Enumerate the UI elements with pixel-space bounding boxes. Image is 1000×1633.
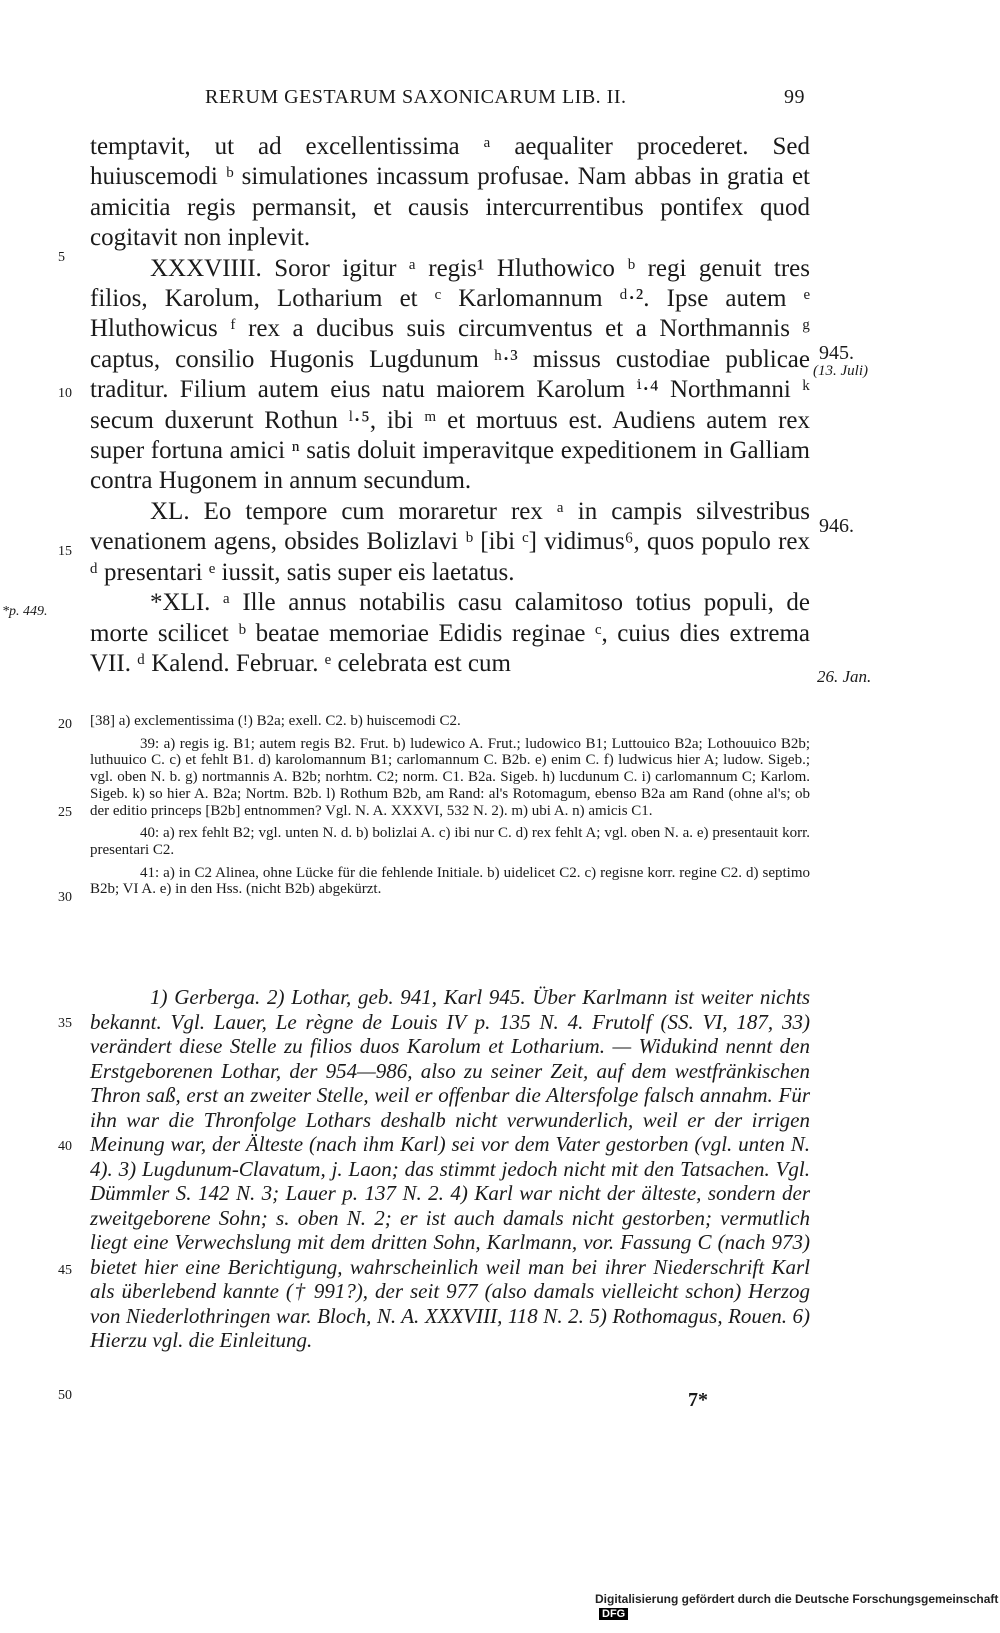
apparatus-40: 40: a) rex fehlt B2; vgl. unten N. d. b) bolizlai A. c) ibi nur C. d) rex fehlt A; vgl. oben N. a. e) presentauit korr. presentari C2.	[90, 825, 810, 858]
main-text	[90, 132, 810, 679]
margin-year-946: 946.	[819, 515, 854, 537]
digitization-footer	[595, 1592, 1000, 1620]
chapter-40: XL. Eo tempore cum moraretur rex ᵃ in campis silvestribus venationem agens, obsides Bolizlavi ᵇ [ibi ᶜ] vidimus⁶, quos populo rex ᵈ presentari ᵉ iussit, satis super eis laetatus.	[90, 497, 810, 586]
critical-apparatus	[90, 713, 810, 898]
footnote-text: 1) Gerberga. 2) Lothar, geb. 941, Karl 945. Über Karlmann ist weiter nichts bekannt. Vgl. Lauer, Le règne de Louis IV p. 135 N. 4. Frutolf (SS. VI, 187, 33) verändert diese Stelle zu filios duos Karolum et Lotharium. — Widukind nennt den Erstgeborenen Lothar, der 954—986, also zu seiner Zeit, auf dem westfränkischen Thron saß, erst an zweiter Stelle, weil er offenbar die Altersfolge falsch annahm. Für ihn war die Thronfolge Lothars deshalb nicht verwunderlich, weil er der irrigen Meinung war, der Älteste (nach ihm Karl) sei vor dem Vater gestorben (vgl. unten N. 4). 3) Lugdunum-Clavatum, j. Laon; das stimmt jedoch nicht mit den Tatsachen. Vgl. Dümmler S. 142 N. 3; Lauer p. 137 N. 2. 4) Karl war nicht der älteste, sondern der zweitgeborene Sohn; s. oben N. 2; er ist auch damals nicht gestorben; vermutlich liegt eine Verwechslung mit dem dritten Sohn, Karlmann, vor. Fassung C (nach 973) bietet hier eine Berichtigung, wahrscheinlich weil man bei ihrer Niederschrift Karl als überlebend kannte († 991?), der seit 977 (also damals vielleicht schon) Herzog von Niederlothringen war. Bloch, N. A. XXXVIII, 118 N. 2. 5) Rothomagus, Rouen. 6) Hierzu vgl. die Einleitung.	[90, 985, 810, 1352]
margin-date-945: (13. Juli)	[813, 363, 868, 379]
margin-page-ref: *p. 449.	[2, 604, 48, 619]
line-number-30: 30	[58, 890, 72, 905]
signature-mark: 7*	[688, 1389, 708, 1411]
line-number-10: 10	[58, 386, 72, 401]
line-number-40: 40	[58, 1139, 72, 1154]
footer-text: Digitalisierung gefördert durch die Deutsche Forschungsgemeinschaft	[595, 1592, 999, 1606]
paragraph-38-end: temptavit, ut ad excellentissima ᵃ aequaliter procederet. Sed huiuscemodi ᵇ simulationes incassum profusae. Nam abbas in gratia et amicitia regis permansit, et causis intercurrentibus pontifex quod cogitavit non inplevit.	[90, 133, 810, 252]
line-number-35: 35	[58, 1016, 72, 1031]
apparatus-38: [38] a) exclementissima (!) B2a; exell. C2. b) huiscemodi C2.	[90, 713, 461, 729]
line-number-15: 15	[58, 544, 72, 559]
chapter-41: *XLI. ᵃ Ille annus notabilis casu calamitoso totius populi, de morte scilicet ᵇ beatae memoriae Edidis reginae ᶜ, cuius dies extrema VII. ᵈ Kalend. Februar. ᵉ celebrata est cum	[90, 589, 810, 677]
line-number-20: 20	[58, 717, 72, 732]
footnotes	[90, 985, 810, 1353]
running-title: RERUM GESTARUM SAXONICARUM LIB. II.	[205, 86, 627, 108]
margin-date-jan: 26. Jan.	[817, 667, 872, 686]
line-number-25: 25	[58, 805, 72, 820]
margin-year-945: 945.	[819, 342, 854, 364]
line-number-50: 50	[58, 1388, 72, 1403]
line-number-5: 5	[58, 250, 65, 265]
page-number: 99	[784, 86, 805, 108]
apparatus-41: 41: a) in C2 Alinea, ohne Lücke für die fehlende Initiale. b) uidelicet C2. c) regisne korr. regine C2. d) septimo B2b; VI A. e) in den Hss. (nicht B2b) abgekürzt.	[90, 864, 810, 898]
line-number-45: 45	[58, 1263, 72, 1278]
chapter-39: XXXVIIII. Soror igitur ᵃ regis¹ Hluthowico ᵇ regi genuit tres filios, Karolum, Lotharium et ᶜ Karlomannum ᵈ·². Ipse autem ᵉ Hluthowicus ᶠ rex a ducibus suis circumventus et a Northmannis ᵍ captus, consilio Hugonis Lugdunum ʰ·³ missus custodiae publicae traditur. Filium autem eius natu maiorem Karolum ⁱ·⁴ Northmanni ᵏ secum duxerunt Rothun ˡ·⁵, ibi ᵐ et mortuus est. Audiens autem rex super fortuna amici ⁿ satis doluit imperavitque expeditionem in Galliam contra Hugonem in annum secundum.	[90, 254, 810, 495]
dfg-logo: DFG	[599, 1608, 628, 1620]
apparatus-39: 39: a) regis ig. B1; autem regis B2. Frut. b) ludewico A. Frut.; ludowico B1; Luttouico B2a; Lothouuico B2b; luthuuico C. c) et fehlt B1. d) karolomannum B1; carlomannum C. B2b. e) enim C. f) ludwicus hier A; ludow. Sigeb.; vgl. oben N. b. g) nortmannis A. B2b; norhtm. C2; norm. C1. B2a. Sigeb. h) lucdunum C. i) carlomannum C; Karlom. Sigeb. k) so hier A. B2a; Nortm. B2b. l) Rothum B2b, am Rand: al's Rotomagum, ebenso B2a am Rand (ohne al's; ob der editio princeps [B2b] entnommen? Vgl. N. A. XXXVI, 532 N. 2). m) ubi A. n) amicis C1.	[90, 735, 810, 819]
